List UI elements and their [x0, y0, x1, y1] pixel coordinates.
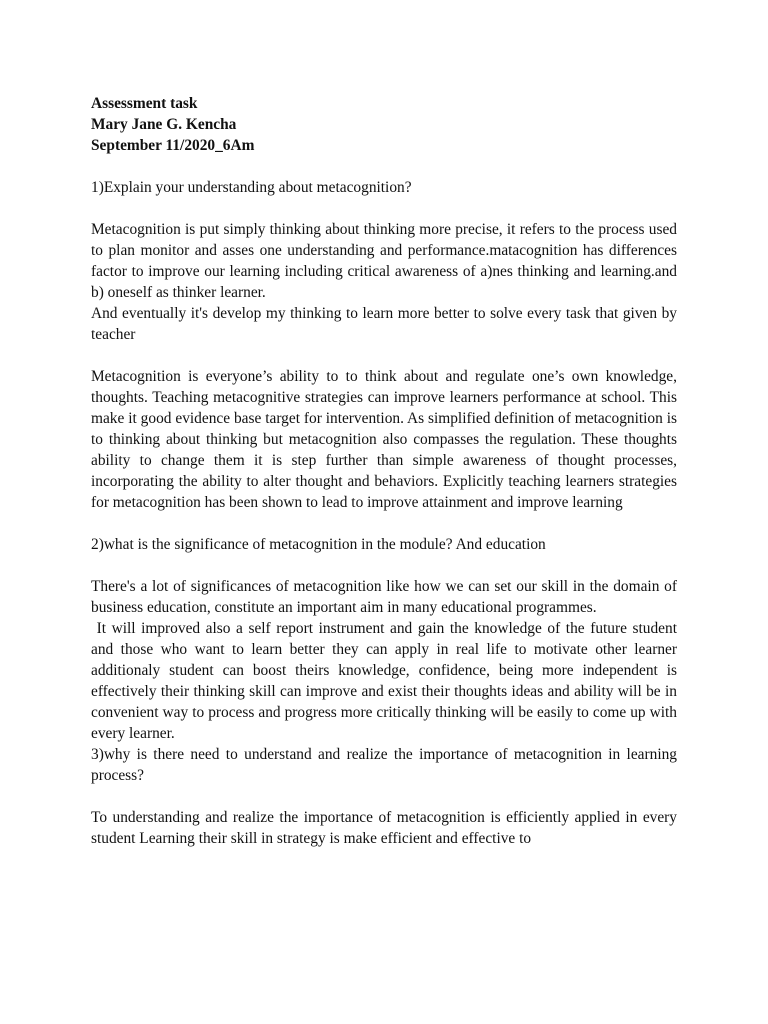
answer-1-paragraph-1: Metacognition is put simply thinking about thinking more precise, it refers to the process used to plan monitor and asses one understanding and performance.matacognition has differences factor to improve our learning including critical awareness of a)nes thinking and learning.and b) oneself as thinker learner.	[91, 221, 677, 301]
answer-3-paragraph-1: To understanding and realize the importance of metacognition is efficiently applied in every student Learning their skill in strategy is make efficient and effective to	[91, 809, 677, 847]
answer-2-paragraph-1: There's a lot of significances of metacognition like how we can set our skill in the domain of business education, constitute an important aim in many educational programmes.	[91, 578, 677, 616]
question-3: 3)why is there need to understand and realize the importance of metacognition in learning process?	[91, 746, 677, 784]
answer-1-paragraph-3: Metacognition is everyone’s ability to to think about and regulate one’s own knowledge, thoughts. Teaching metacognitive strategies can improve learners performance at school. This make it good evidence base target for intervention. As simplified definition of metacognition is to thinking about thinking but metacognition also compasses the regulation. These thoughts ability to change them it is step further than simple awareness of thought processes, incorporating the ability to alter thought and behaviors. Explicitly teaching learners strategies for metacognition has been shown to lead to improve attainment and improve learning	[91, 368, 677, 511]
question-1: 1)Explain your understanding about metacognition?	[91, 179, 412, 196]
question-2: 2)what is the significance of metacognition in the module? And education	[91, 536, 546, 553]
author-name: Mary Jane G. Kencha	[91, 116, 237, 133]
answer-2-paragraph-2: It will improved also a self report instrument and gain the knowledge of the future student and those who want to learn better they can apply in real life to motivate other learner additionaly student can boost theirs knowledge, confidence, being more independent is effectively their thinking skill can improve and exist their thoughts ideas and ability will be in convenient way to process and progress more critically thinking will be easily to come up with every learner.	[91, 620, 685, 742]
answer-1-paragraph-2: And eventually it's develop my thinking to learn more better to solve every task that given by teacher	[91, 305, 677, 343]
document-title: Assessment task	[91, 95, 198, 112]
document-page	[91, 93, 685, 849]
document-date: September 11/2020_6Am	[91, 137, 255, 154]
